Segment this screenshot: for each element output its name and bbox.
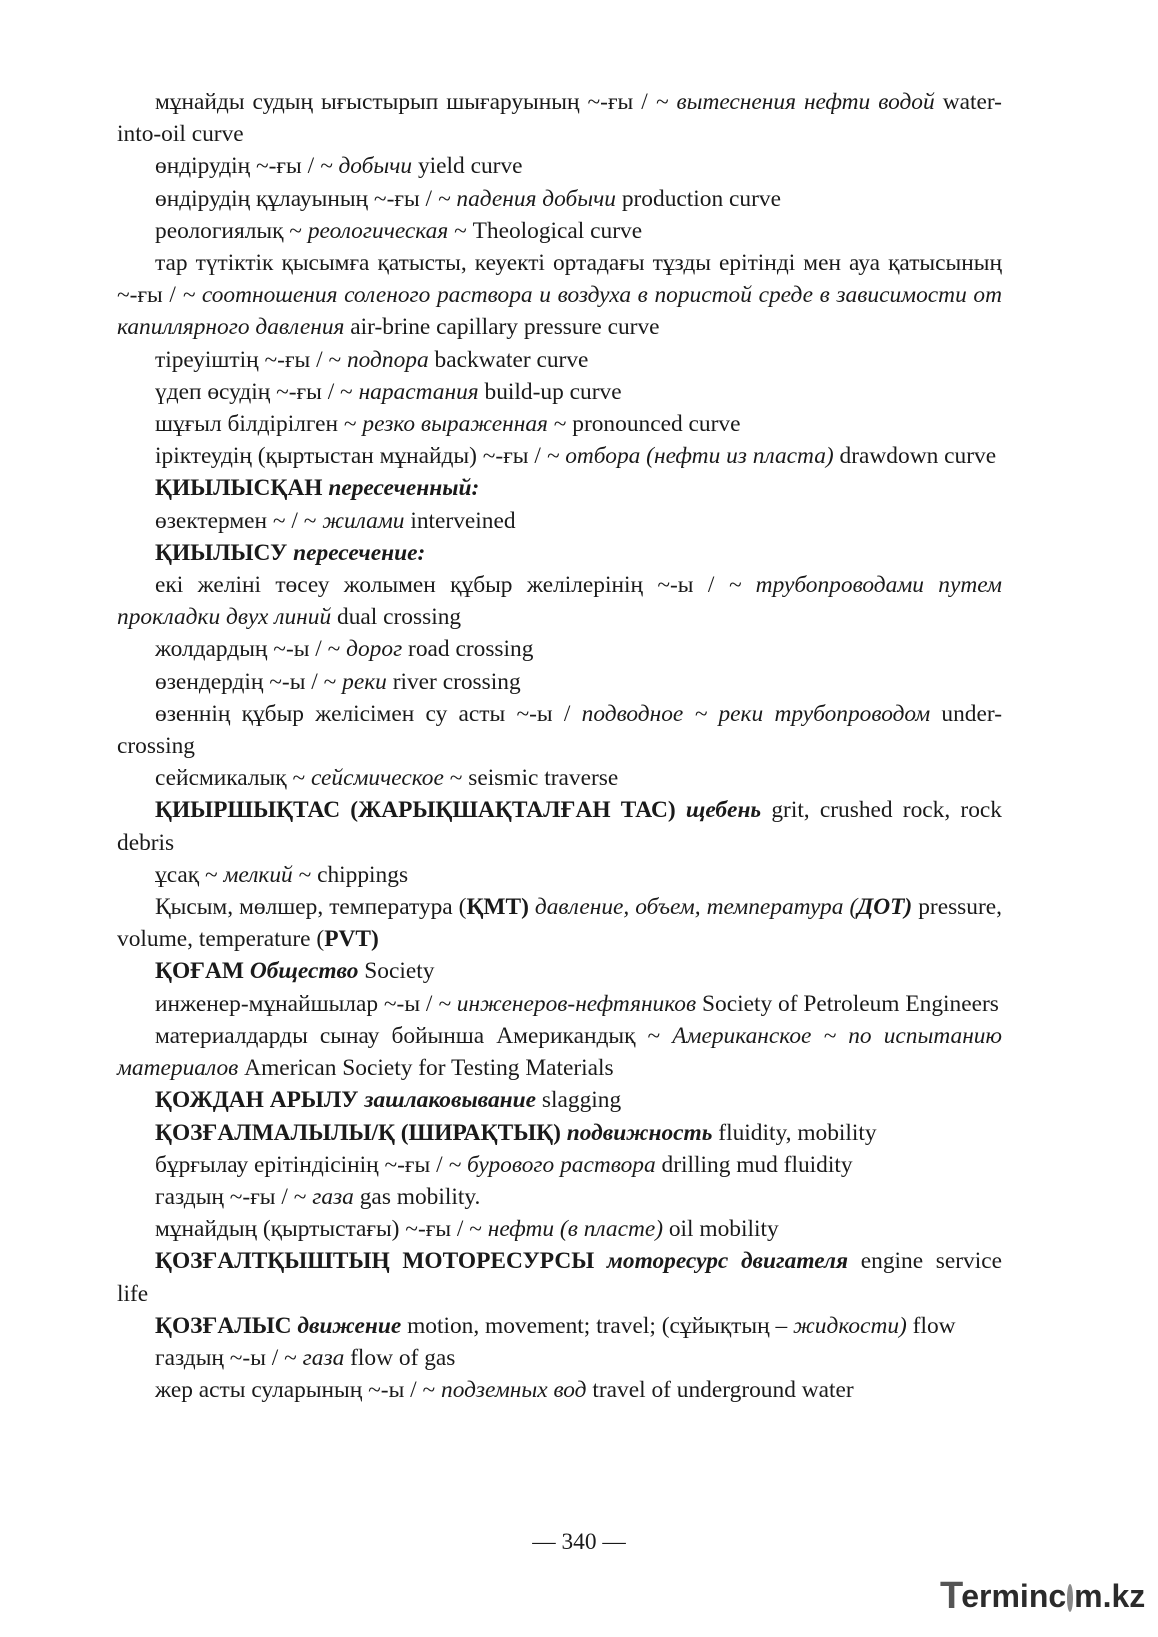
entry-text: өзендердің ~-ы / ~ xyxy=(155,668,343,695)
entry-paragraph xyxy=(117,762,1002,794)
entry-text: slagging xyxy=(536,1087,622,1114)
russian-term: ~ вытеснения нефти водой xyxy=(655,89,935,115)
entry-text: ұсақ ~ xyxy=(155,861,224,888)
entry-text: мұнайдың (қыртыстағы) ~-ғы / ~ xyxy=(155,1216,488,1243)
entry-text: сейсмикалық ~ xyxy=(155,765,311,792)
russian-term: реологическая xyxy=(307,217,449,244)
entry-text: мұнайды судың ығыстырып шығаруының ~-ғы / xyxy=(155,89,656,115)
entry-text: motion, movement; travel; (сұйықтың – xyxy=(401,1312,794,1339)
entry-text: газдың ~-ғы / ~ xyxy=(155,1183,313,1210)
entry-text: fluidity, mobility xyxy=(712,1119,877,1146)
entry-headword: ДОТ) xyxy=(857,894,913,921)
entry-headword: ҚОЗҒАЛЫС xyxy=(155,1312,298,1339)
entry-text: ~ pronounced curve xyxy=(547,411,741,438)
russian-term: ~ бурового раствора xyxy=(448,1151,656,1178)
entry-headword: ҚОЖДАН АРЫЛУ xyxy=(155,1087,365,1114)
entry-paragraph xyxy=(117,1310,1002,1342)
russian-term: Американское ~ по испытанию материалов xyxy=(117,1022,1002,1082)
entry-text: шұғыл білдірілген ~ xyxy=(155,411,363,438)
entry-paragraph xyxy=(117,1181,1002,1213)
russian-term: дорог xyxy=(346,636,403,663)
entry-text: under-crossing xyxy=(117,700,1002,760)
entry-paragraph xyxy=(117,1020,1002,1084)
entry-text: drawdown curve xyxy=(833,443,997,470)
entry-paragraph xyxy=(117,698,1002,762)
dictionary-entries xyxy=(117,86,1002,1406)
entry-paragraph xyxy=(117,1149,1002,1181)
entry-text: жолдардың ~-ы / ~ xyxy=(155,636,347,663)
entry-paragraph xyxy=(117,215,1002,247)
entry-paragraph xyxy=(117,1084,1002,1116)
russian-term: жилами xyxy=(322,507,405,534)
entry-text: тар түтіктік қысымға қатысты, кеуекті ортадағы тұзды ерітінді мен ауа қатысының ~-ғы / xyxy=(117,250,1002,309)
russian-term: сейсмическое xyxy=(310,765,444,792)
entry-paragraph xyxy=(117,1245,1002,1309)
entry-headword: пересеченный: xyxy=(328,475,480,502)
entry-text: Society of Petroleum Engineers xyxy=(696,990,999,1017)
entry-headword: щебень xyxy=(685,797,762,824)
russian-term: ~ добычи xyxy=(319,153,413,180)
entry-paragraph xyxy=(117,505,1002,537)
entry-paragraph xyxy=(117,955,1002,987)
entry-paragraph xyxy=(117,859,1002,891)
russian-term: давление, объем, температура ( xyxy=(528,894,858,921)
entry-text: Қысым, мөлшер, температура ( xyxy=(155,894,467,921)
entry-text: air-brine capillary pressure curve xyxy=(344,314,660,341)
entry-text: water-into-oil curve xyxy=(117,89,1002,148)
entry-text: flow xyxy=(906,1312,956,1339)
entry-paragraph xyxy=(117,633,1002,665)
russian-term: ~ отбора (нефти из пласта) xyxy=(546,443,834,470)
entry-paragraph xyxy=(117,537,1002,569)
russian-term: газа xyxy=(312,1183,354,1210)
entry-text: материалдарды сынау бойынша Американдық ~ xyxy=(155,1022,673,1049)
entry-text: ~ seismic traverse xyxy=(443,765,619,792)
russian-term: ~ падения добычи xyxy=(437,185,616,212)
entry-text: үдеп өсудің ~-ғы / ~ xyxy=(155,378,359,405)
watermark-text-end: m.kz xyxy=(1074,1577,1146,1614)
russian-term: ~ инженеров-нефтяников xyxy=(438,990,697,1017)
russian-term: подземных вод xyxy=(441,1377,587,1404)
entry-text: dual crossing xyxy=(331,604,462,631)
entry-paragraph xyxy=(117,794,1002,858)
entry-text: өндірудің құлауының ~-ғы / xyxy=(155,185,438,212)
entry-paragraph xyxy=(117,247,1002,344)
entry-paragraph xyxy=(117,183,1002,215)
entry-headword: ҚОҒАМ xyxy=(155,958,250,985)
entry-headword: ҚМТ) xyxy=(466,894,529,921)
magnifier-icon xyxy=(1067,1584,1073,1612)
entry-paragraph xyxy=(117,988,1002,1020)
entry-text: yield curve xyxy=(412,153,523,180)
entry-headword: PVT) xyxy=(324,926,379,953)
entry-paragraph xyxy=(117,440,1002,472)
entry-text: gas mobility. xyxy=(353,1183,481,1210)
russian-term: ~ соотношения соленого раствора и воздуха в пористой среде в зависимости от капиллярного давления xyxy=(117,282,1003,341)
entry-text: travel of underground water xyxy=(586,1377,854,1404)
entry-paragraph xyxy=(117,569,1002,633)
entry-paragraph xyxy=(117,1342,1002,1374)
entry-paragraph xyxy=(117,376,1002,408)
entry-text: ~ chippings xyxy=(292,861,409,888)
entry-text: interveined xyxy=(404,507,516,534)
entry-headword: пересечение: xyxy=(293,539,426,566)
entry-text: ~ Theological curve xyxy=(448,217,643,244)
entry-text: American Society for Testing Materials xyxy=(238,1055,614,1082)
russian-term: реки xyxy=(342,668,387,695)
entry-text: production curve xyxy=(615,185,781,212)
entry-text: инженер-мұнайшылар ~-ы / xyxy=(155,990,439,1017)
watermark-t: T xyxy=(940,1574,964,1617)
entry-text: build-up curve xyxy=(478,378,622,405)
entry-text: road crossing xyxy=(402,636,534,663)
watermark-text-start: erminc xyxy=(961,1577,1067,1614)
entry-text: газдың ~-ы / ~ xyxy=(155,1344,303,1371)
entry-paragraph xyxy=(117,408,1002,440)
entry-text: өзектермен ~ / ~ xyxy=(155,507,323,534)
entry-paragraph xyxy=(117,344,1002,376)
entry-text: grit, crushed rock, rock debris xyxy=(117,797,1002,856)
entry-headword: ҚИЫЛЫСҚАН xyxy=(155,475,329,502)
entry-headword: моторесурс двигателя xyxy=(606,1248,849,1275)
entry-paragraph xyxy=(117,891,1002,955)
entry-headword: зашлаковывание xyxy=(364,1087,537,1114)
entry-paragraph xyxy=(117,150,1002,182)
termincom-watermark-logo xyxy=(940,1574,1146,1617)
entry-text: backwater curve xyxy=(428,346,589,373)
entry-paragraph xyxy=(117,1117,1002,1149)
russian-term: нарастания xyxy=(358,378,479,405)
entry-headword: подвижность xyxy=(566,1119,713,1146)
russian-term: мелкий xyxy=(223,861,293,888)
russian-term: резко выраженная xyxy=(362,411,548,438)
russian-term: подводное ~ реки трубопроводом xyxy=(581,700,931,727)
entry-text: өзеннің құбыр желісімен су асты ~-ы / xyxy=(155,700,582,727)
russian-term: жидкости) xyxy=(793,1312,907,1339)
russian-term: нефти (в пласте) xyxy=(487,1216,664,1243)
entry-text: екі желіні төсеу жолымен құбыр желілерінің ~-ы / xyxy=(155,572,729,599)
entry-text: өндірудің ~-ғы / xyxy=(155,153,320,180)
entry-paragraph xyxy=(117,1374,1002,1406)
entry-headword: ҚИЫЛЫСУ xyxy=(155,539,294,566)
entry-paragraph xyxy=(117,472,1002,504)
entry-headword: Общество xyxy=(249,958,359,985)
entry-headword: ҚОЗҒАЛТҚЫШТЫҢ МОТОРЕСУРСЫ xyxy=(155,1248,607,1275)
entry-text: реологиялық ~ xyxy=(155,217,308,244)
entry-paragraph xyxy=(117,86,1002,150)
page-number: — 340 — xyxy=(532,1529,626,1555)
entry-text: drilling mud fluidity xyxy=(655,1151,853,1178)
entry-text: бұрғылау ерітіндісінің ~-ғы / xyxy=(155,1151,449,1178)
entry-text: flow of gas xyxy=(344,1344,456,1371)
entry-headword: движение xyxy=(297,1312,402,1339)
entry-text: жер асты суларының ~-ы / ~ xyxy=(155,1377,441,1404)
entry-text: oil mobility xyxy=(663,1216,779,1243)
russian-term: газа xyxy=(302,1344,345,1371)
entry-text: Society xyxy=(358,958,435,985)
entry-text: engine service life xyxy=(117,1248,1003,1307)
entry-text: тіреуіштің ~-ғы / ~ xyxy=(155,346,347,373)
entry-text: pressure, volume, temperature ( xyxy=(117,894,1002,953)
entry-headword: ҚИЫРШЫҚТАС (ЖАРЫҚШАҚТАЛҒАН ТАС) xyxy=(155,797,686,824)
entry-headword: ҚОЗҒАЛМАЛЫЛЫ/Қ (ШИРАҚТЫҚ) xyxy=(155,1119,567,1146)
entry-paragraph xyxy=(117,666,1002,698)
russian-term: подпора xyxy=(346,346,429,373)
russian-term: ~ трубопроводами путем прокладки двух линий xyxy=(117,572,1002,631)
entry-text: river crossing xyxy=(386,668,521,695)
entry-text: іріктеудің (қыртыстан мұнайды) ~-ғы / xyxy=(155,443,547,470)
entry-paragraph xyxy=(117,1213,1002,1245)
